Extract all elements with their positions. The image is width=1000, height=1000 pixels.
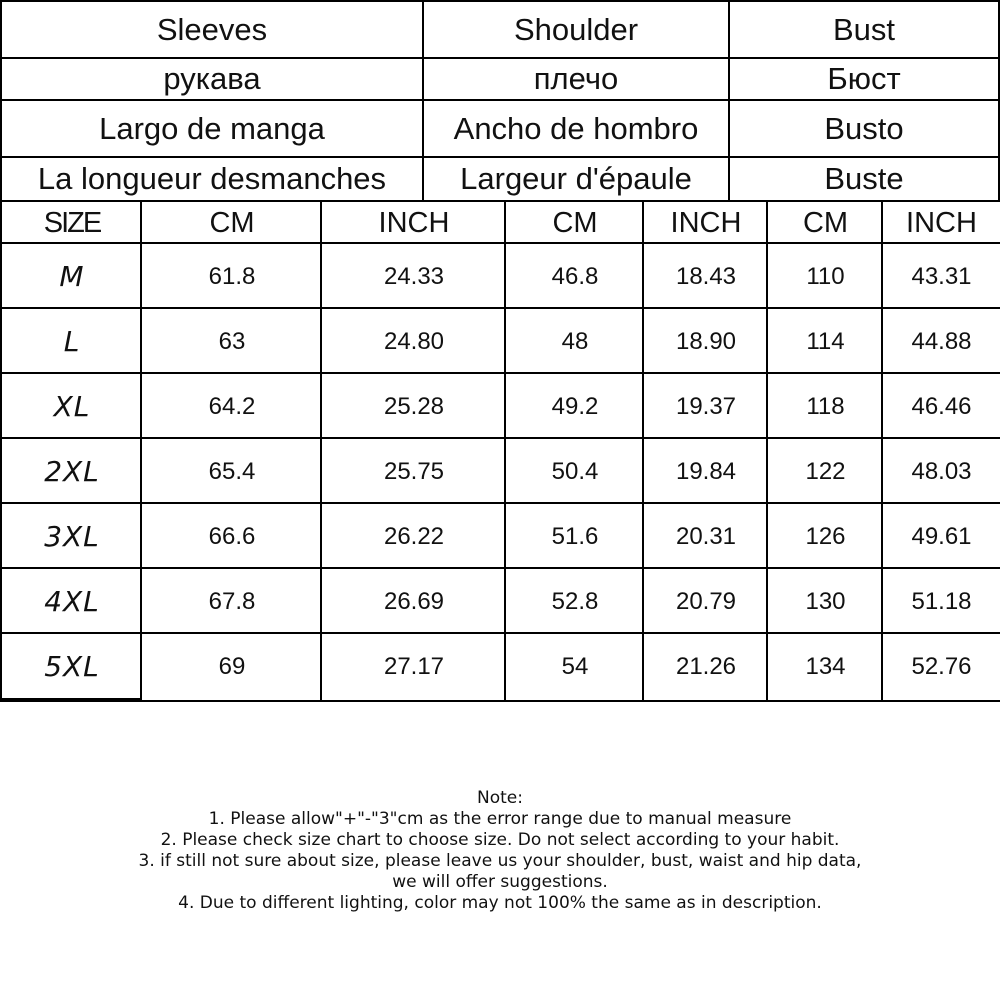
header-shoulder-fr: Largeur d'épaule	[422, 156, 730, 202]
table-row	[0, 437, 1000, 504]
table-cell: 69	[140, 634, 322, 700]
table-cell: 18.90	[642, 309, 768, 374]
table-cell: 52.8	[504, 569, 644, 634]
table-cell: 114	[766, 309, 883, 374]
table-cell: 26.22	[320, 504, 506, 569]
table-cell: 21.26	[642, 634, 768, 700]
table-cell: 18.43	[642, 244, 768, 309]
table-cell: 118	[766, 374, 883, 439]
table-cell: 50.4	[504, 439, 644, 504]
table-cell: 67.8	[140, 569, 322, 634]
table-cell: 44.88	[881, 309, 1000, 374]
table-cell: 52.76	[881, 634, 1000, 700]
size-cell: L	[0, 309, 142, 374]
size-cell: 4XL	[0, 569, 142, 634]
col-header-sleeves-inch: INCH	[320, 202, 506, 244]
table-cell: 51.18	[881, 569, 1000, 634]
header-bust-ru: Бюст	[728, 57, 1000, 101]
table-cell: 20.31	[642, 504, 768, 569]
note-line: 2. Please check size chart to choose size. Do not select according to your habit.	[160, 830, 840, 850]
table-cell: 24.80	[320, 309, 506, 374]
table-cell: 25.75	[320, 439, 506, 504]
size-cell: 5XL	[0, 634, 142, 700]
table-cell: 43.31	[881, 244, 1000, 309]
col-header-shoulder-cm: CM	[504, 202, 644, 244]
table-cell: 46.8	[504, 244, 644, 309]
col-header-size-label: SIZE	[43, 206, 101, 239]
header-sleeves-es: Largo de manga	[0, 99, 424, 158]
col-header-size	[0, 202, 142, 244]
header-shoulder-es: Ancho de hombro	[422, 99, 730, 158]
table-row	[0, 372, 1000, 439]
table-row	[0, 632, 1000, 702]
table-cell: 46.46	[881, 374, 1000, 439]
table-cell: 66.6	[140, 504, 322, 569]
size-cell: M	[0, 244, 142, 309]
table-cell: 51.6	[504, 504, 644, 569]
header-sleeves-fr: La longueur desmanches	[0, 156, 424, 202]
col-header-bust-inch: INCH	[881, 202, 1000, 244]
table-header-row	[0, 200, 1000, 244]
header-bust-fr: Buste	[728, 156, 1000, 202]
table-cell: 27.17	[320, 634, 506, 700]
table-cell: 126	[766, 504, 883, 569]
note-line: 1. Please allow"+"-"3"cm as the error range due to manual measure	[208, 809, 792, 829]
table-cell: 134	[766, 634, 883, 700]
table-cell: 20.79	[642, 569, 768, 634]
table-cell: 26.69	[320, 569, 506, 634]
table-cell: 48.03	[881, 439, 1000, 504]
table-row	[0, 307, 1000, 374]
note-line: 3. if still not sure about size, please leave us your shoulder, bust, waist and hip data,	[138, 851, 862, 871]
table-row	[0, 242, 1000, 309]
col-header-sleeves-cm: CM	[140, 202, 322, 244]
table-cell: 19.37	[642, 374, 768, 439]
table-cell: 49.2	[504, 374, 644, 439]
table-cell: 130	[766, 569, 883, 634]
header-shoulder-ru: плечо	[422, 57, 730, 101]
table-cell: 110	[766, 244, 883, 309]
header-sleeves-ru: рукава	[0, 57, 424, 101]
header-bust-en: Bust	[728, 0, 1000, 59]
table-cell: 24.33	[320, 244, 506, 309]
table-cell: 48	[504, 309, 644, 374]
col-header-bust-cm: CM	[766, 202, 883, 244]
size-cell: 3XL	[0, 504, 142, 569]
table-cell: 61.8	[140, 244, 322, 309]
header-sleeves-en: Sleeves	[0, 0, 424, 59]
notes-section	[0, 788, 1000, 914]
table-cell: 65.4	[140, 439, 322, 504]
col-header-shoulder-inch: INCH	[642, 202, 768, 244]
table-cell: 63	[140, 309, 322, 374]
table-cell: 54	[504, 634, 644, 700]
header-shoulder-en: Shoulder	[422, 0, 730, 59]
table-cell: 122	[766, 439, 883, 504]
table-row	[0, 567, 1000, 634]
table-cell: 49.61	[881, 504, 1000, 569]
table-row	[0, 502, 1000, 569]
table-cell: 64.2	[140, 374, 322, 439]
table-cell: 19.84	[642, 439, 768, 504]
size-cell: XL	[0, 374, 142, 439]
measurement-header	[0, 0, 1000, 200]
size-cell: 2XL	[0, 439, 142, 504]
notes-title: Note:	[477, 788, 523, 808]
note-line: we will offer suggestions.	[392, 872, 608, 892]
note-line: 4. Due to different lighting, color may not 100% the same as in description.	[178, 893, 822, 913]
table-cell: 25.28	[320, 374, 506, 439]
header-bust-es: Busto	[728, 99, 1000, 158]
